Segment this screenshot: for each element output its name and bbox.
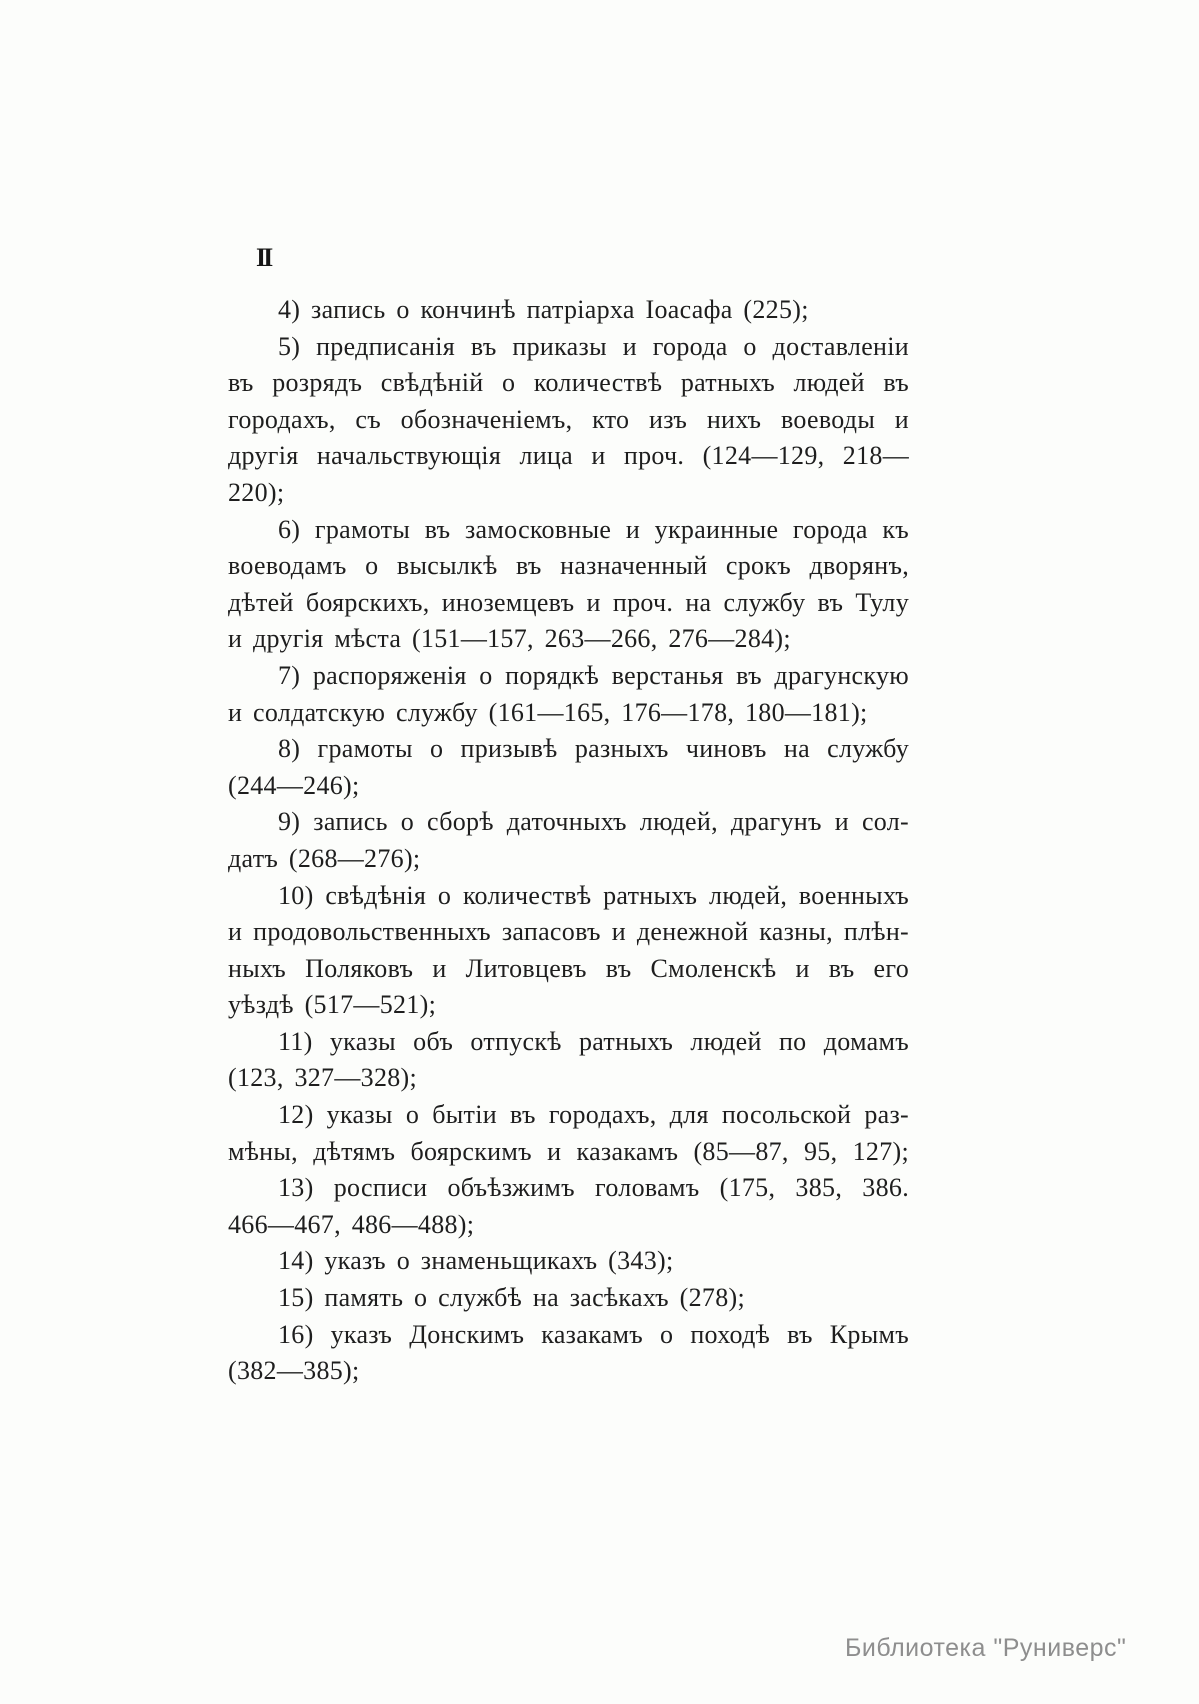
toc-entry-4-line-1: 4) запись о кончинѣ патріарха Іоасафа (225); — [278, 295, 809, 324]
toc-entry-15-line-1: 15) память о службѣ на засѣкахъ (278); — [278, 1283, 745, 1313]
toc-entry-16-line-2: (382—385); — [228, 1356, 360, 1386]
toc-entry-5-line-1: 5) предписанія въ приказы и города о доставленіи — [278, 331, 909, 361]
toc-entry-11-line-2: (123, 327—328); — [228, 1063, 418, 1093]
toc-entry-11-line-1: 11) указы объ отпускѣ ратныхъ людей по домамъ — [278, 1026, 909, 1056]
toc-entry-10-line-3: ныхъ Поляковъ и Литовцевъ въ Смоленскѣ и въ его — [228, 953, 909, 983]
toc-entry-8-line-1: 8) грамоты о призывѣ разныхъ чиновъ на службу — [278, 734, 909, 764]
toc-entry-14-line-1: 14) указъ о знаменьщикахъ (343); — [278, 1246, 674, 1276]
toc-entry-7-line-1: 7) распоряженія о порядкѣ верстанья въ драгунскую — [278, 660, 909, 690]
toc-entry-10-line-2: и продовольственныхъ запасовъ и денежной казны, плѣн- — [228, 917, 909, 947]
toc-entry-13-line-1: 13) росписи объѣзжимъ головамъ (175, 385, 386. — [278, 1173, 909, 1203]
page-number: II — [256, 243, 271, 272]
toc-entry-10-line-1: 10) свѣдѣнія о количествѣ ратныхъ людей, военныхъ — [278, 880, 909, 910]
toc-entry-6-line-2: воеводамъ о высылкѣ въ назначенный срокъ дворянъ, — [228, 551, 909, 581]
toc-entry-12-line-2: мѣны, дѣтямъ боярскимъ и казакамъ (85—87, 95, 127); — [228, 1136, 909, 1166]
toc-entry-8-line-2: (244—246); — [228, 770, 360, 800]
toc-entry-5-line-3: городахъ, съ обозначеніемъ, кто изъ нихъ воеводы и — [228, 404, 909, 434]
toc-entry-13-line-2: 466—467, 486—488); — [228, 1209, 475, 1239]
toc-entry-5-line-5: 220); — [228, 477, 285, 507]
toc-entry-9-line-2: датъ (268—276); — [228, 843, 421, 873]
toc-entry-16-line-1: 16) указъ Донскимъ казакамъ о походѣ въ Крымъ — [278, 1319, 909, 1349]
library-watermark: Библиотека "Руниверс" — [845, 1634, 1127, 1662]
toc-entry-6-line-1: 6) грамоты въ замосковные и украинные города къ — [278, 514, 909, 544]
toc-entry-7-line-2: и солдатскую службу (161—165, 176—178, 180—181); — [228, 697, 868, 727]
toc-entry-9-line-1: 9) запись о сборѣ даточныхъ людей, драгунъ и сол- — [278, 807, 909, 837]
toc-entry-12-line-1: 12) указы о бытіи въ городахъ, для посольской раз- — [278, 1100, 909, 1130]
toc-entry-10-line-4: уѣздѣ (517—521); — [228, 990, 437, 1020]
toc-entry-5-line-2: въ розрядъ свѣдѣній о количествѣ ратныхъ людей въ — [228, 368, 909, 398]
toc-entry-list — [228, 292, 909, 1390]
toc-entry-5-line-4: другія начальствующія лица и проч. (124—129, 218— — [228, 441, 909, 471]
toc-entry-6-line-4: и другія мѣста (151—157, 263—266, 276—284); — [228, 624, 791, 654]
toc-entry-6-line-3: дѣтей боярскихъ, иноземцевъ и проч. на службу въ Тулу — [228, 587, 909, 617]
